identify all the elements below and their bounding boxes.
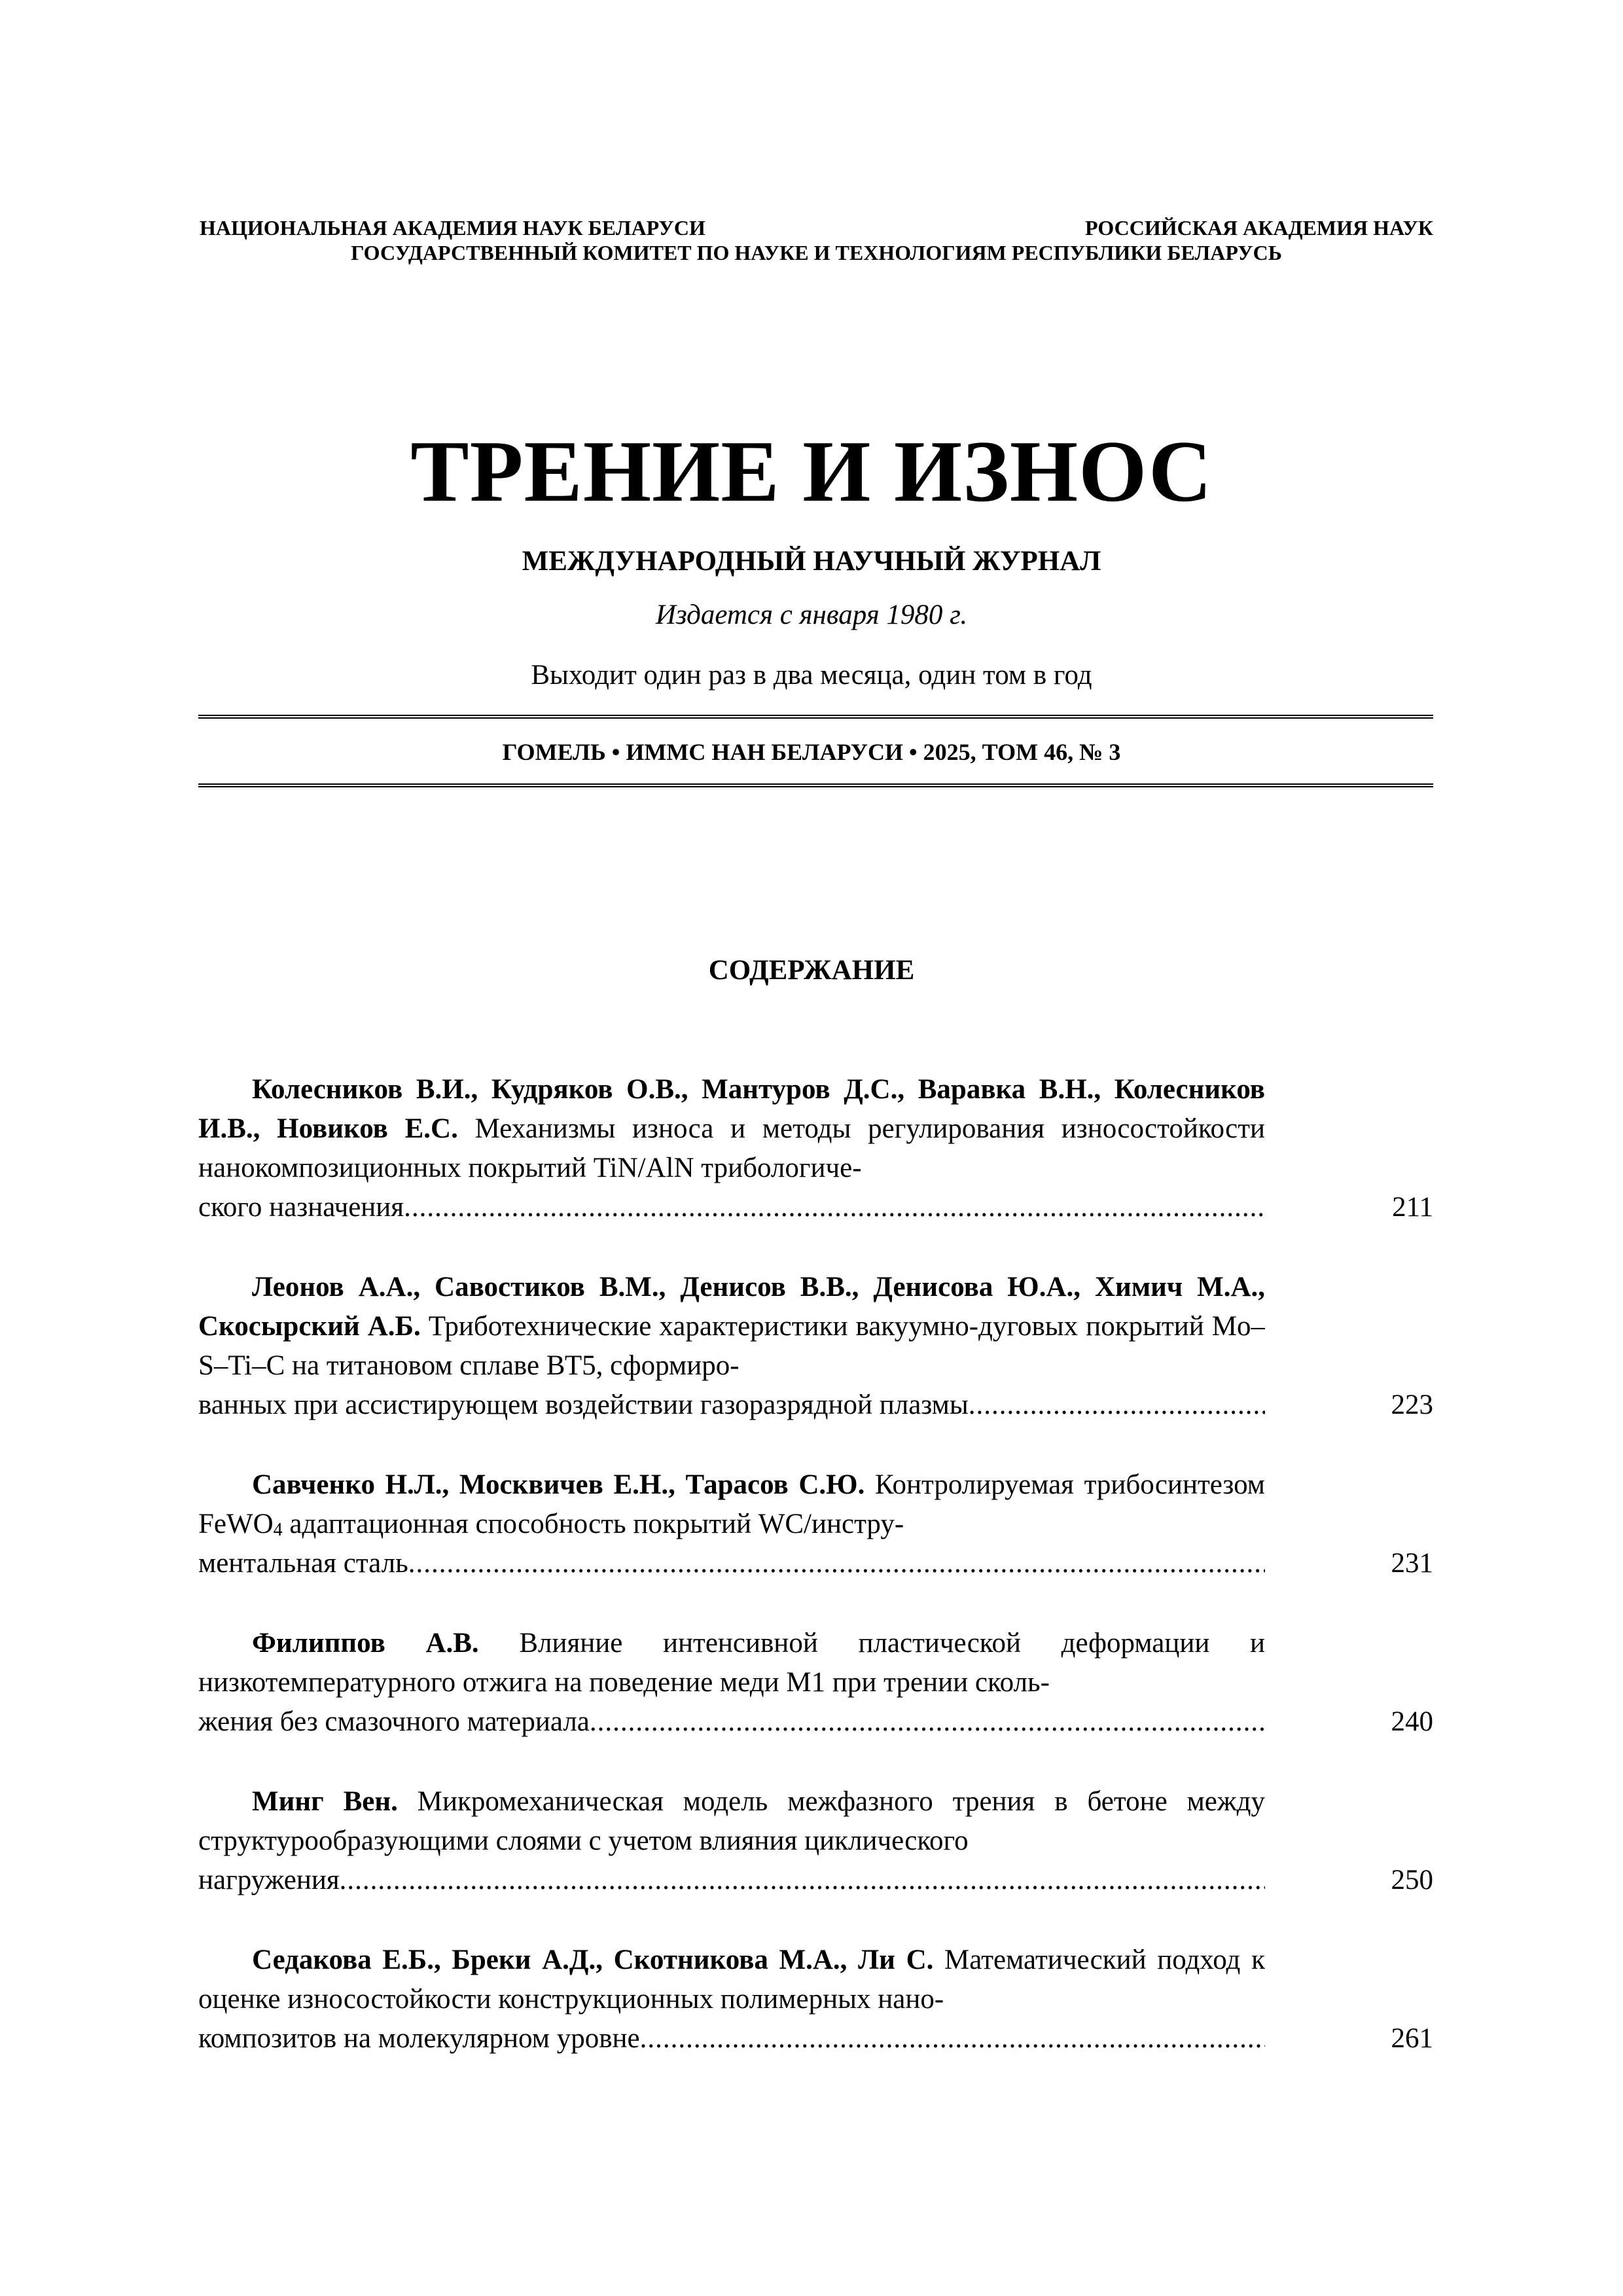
toc-entry[interactable]: [198, 1465, 1433, 1583]
entry-title-end: ского назначения: [198, 1192, 404, 1223]
entry-title-end: нагружения: [198, 1865, 340, 1895]
toc-entry[interactable]: [198, 1624, 1433, 1742]
entry-page-number: 250: [1391, 1865, 1433, 1895]
entry-page-number: 211: [1392, 1192, 1433, 1223]
journal-subtitle: МЕЖДУНАРОДНЫЙ НАУЧНЫЙ ЖУРНАЛ: [522, 546, 1101, 577]
journal-title: ТРЕНИЕ И ИЗНОС: [410, 423, 1213, 520]
toc-entry[interactable]: [198, 1941, 1433, 2058]
entry-title: Микромеханическая модель межфазного трения в бетоне между структурообразующими слоями с учетом влияния циклического: [198, 1786, 1265, 1856]
entry-authors: Седакова Е.Б., Бреки А.Д., Скотникова М.А., Ли С.: [252, 1945, 934, 1975]
org-russian-academy: РОССИЙСКАЯ АКАДЕМИЯ НАУК: [1084, 216, 1433, 240]
leader-dots: [408, 1548, 1265, 1579]
entry-authors: Савченко Н.Л., Москвичев Е.Н., Тарасов С.Ю.: [252, 1469, 865, 1500]
entry-page-number: 231: [1391, 1548, 1433, 1579]
entry-page-number: 223: [1391, 1390, 1433, 1420]
leader-dots: [969, 1390, 1265, 1420]
journal-frequency: Выходит один раз в два месяца, один том в год: [531, 660, 1092, 691]
entry-authors: Филиппов А.В.: [252, 1628, 479, 1659]
toc-entry[interactable]: [198, 1070, 1433, 1227]
entry-authors: Колесников В.И., Кудряков О.В., Мантуров Д.С., Варавка В.Н., Колесников И.В., Новиков Е.С.: [198, 1074, 1265, 1144]
entry-title-end: ванных при ассистирующем воздействии газоразрядной плазмы: [198, 1390, 969, 1420]
journal-since: Издается с января 1980 г.: [655, 600, 968, 630]
journal-imprint: ГОМЕЛЬ • ИММС НАН БЕЛАРУСИ • 2025, ТОМ 46, № 3: [502, 739, 1121, 765]
entry-title-end: ментальная сталь: [198, 1548, 408, 1579]
toc-entry[interactable]: [198, 1782, 1433, 1900]
entry-title: Математический подход к оценке износостойкости конструкционных полимерных нано-: [198, 1945, 1265, 2015]
entry-title: Триботехнические характеристики вакуумно-дуговых покрытий Mo–S–Ti–C на титановом сплаве ВТ5, сформиро-: [198, 1311, 1265, 1381]
entry-title: Влияние интенсивной пластической деформации и низкотемпературного отжига на поведение меди М1 при трении сколь-: [198, 1628, 1265, 1698]
entry-page-number: 261: [1391, 2023, 1433, 2054]
leader-dots: [340, 1865, 1265, 1895]
org-state-committee: ГОСУДАРСТВЕННЫЙ КОМИТЕТ ПО НАУКЕ И ТЕХНОЛОГИЯМ РЕСПУБЛИКИ БЕЛАРУСЬ: [351, 241, 1282, 264]
table-of-contents: [198, 1070, 1433, 2099]
org-nas-belarus: НАЦИОНАЛЬНАЯ АКАДЕМИЯ НАУК БЕЛАРУСИ: [200, 216, 705, 240]
entry-title: Механизмы износа и методы регулирования износостойкости нанокомпозиционных покрытий TiN/AlN трибологиче-: [198, 1113, 1265, 1183]
entry-authors: Минг Вен.: [252, 1786, 398, 1817]
entry-authors: Леонов А.А., Савостиков В.М., Денисов В.В., Денисова Ю.А., Химич М.А., Скосырский А.Б.: [198, 1272, 1265, 1342]
double-rule-bottom: [198, 783, 1433, 787]
leader-dots: [404, 1192, 1265, 1223]
entry-title-end: жения без смазочного материала: [198, 1706, 590, 1737]
toc-entry[interactable]: [198, 1268, 1433, 1425]
double-rule-top: [198, 715, 1433, 719]
entry-title: Контролируемая трибосинтезом FeWO$_4$ адаптационная способность покрытий WC/инстру-: [198, 1469, 1265, 1540]
leader-dots: [590, 1706, 1265, 1737]
entry-title-end: композитов на молекулярном уровне: [198, 2023, 640, 2054]
contents-heading: СОДЕРЖАНИЕ: [708, 955, 915, 986]
leader-dots: [640, 2023, 1265, 2054]
entry-page-number: 240: [1391, 1706, 1433, 1737]
